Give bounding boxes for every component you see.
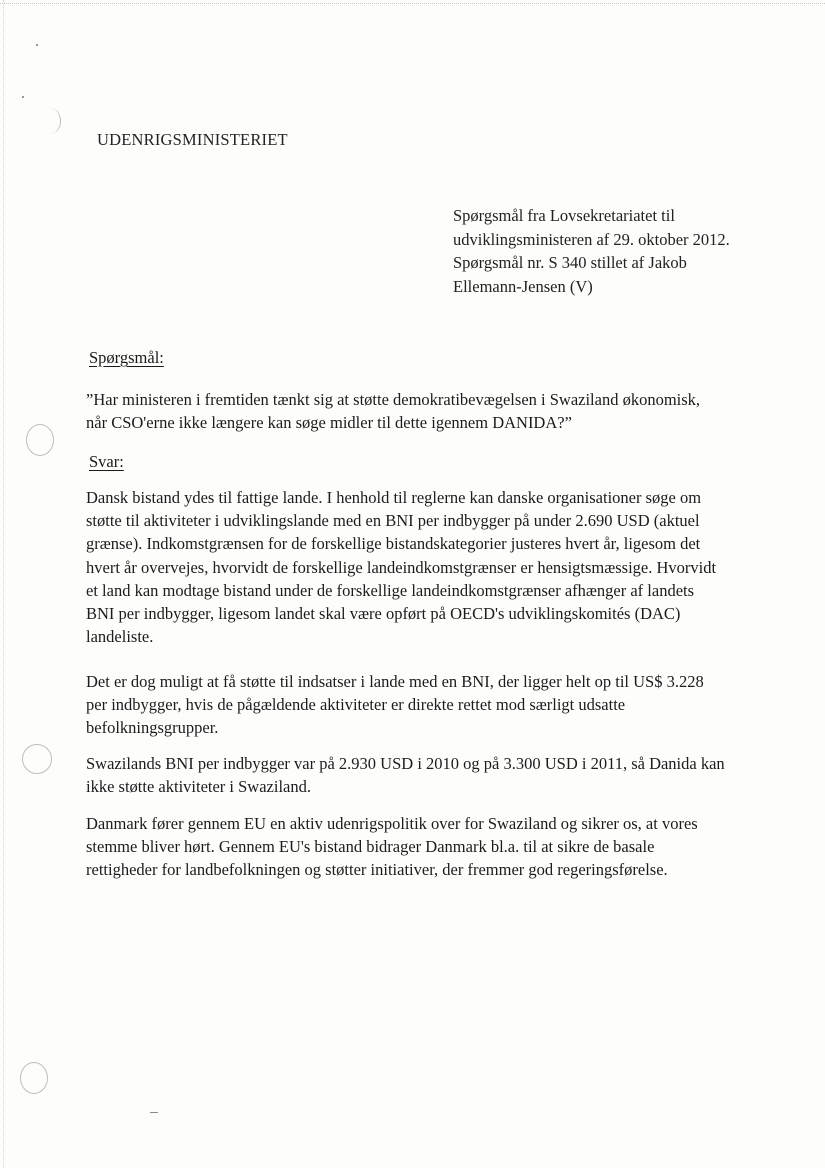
reference-line: Spørgsmål nr. S 340 stillet af Jakob — [453, 253, 687, 272]
scan-speck — [36, 44, 38, 46]
paragraph-line: rettigheder for landbefolkningen og støtter initiativer, der fremmer god regeringsførelse. — [86, 860, 668, 880]
paragraph-line: hvert år overvejes, hvorvidt de forskellige landeindkomstgrænser er hensigtsmæssige. Hvorvidt — [86, 557, 717, 577]
paragraph-line: et land kan modtage bistand under de forskellige landeindkomstgrænser afhænger af landets — [86, 580, 695, 600]
paragraph-line: per indbygger, hvis de pågældende aktiviteter er direkte rettet mod særligt udsatte — [86, 695, 626, 715]
punch-hole-mark — [40, 108, 61, 134]
reference-line: Ellemann-Jensen (V) — [453, 276, 593, 296]
paragraph-line: stemme bliver hørt. Gennem EU's bistand bidrager Danmark bl.a. til at sikre de basale — [86, 837, 655, 857]
answer-paragraph-2 — [86, 670, 776, 740]
answer-paragraph-1 — [86, 486, 776, 648]
paragraph-line: støtte til aktiviteter i udviklingslande med en BNI per indbygger på under 2.690 USD (aktuel — [86, 511, 700, 531]
paragraph-line: Dansk bistand ydes til fattige lande. I henhold til reglerne kan danske organisationer søge om — [86, 488, 702, 507]
reference-line: Spørgsmål fra Lovsekretariatet til — [453, 206, 675, 225]
question-heading: Spørgsmål: — [89, 348, 164, 367]
reference-line: udviklingsministeren af 29. oktober 2012. — [453, 229, 730, 249]
question-line: ”Har ministeren i fremtiden tænkt sig at støtte demokratibevægelsen i Swaziland økonomisk, — [86, 390, 701, 409]
answer-paragraph-3 — [86, 752, 776, 798]
punch-hole — [20, 1062, 48, 1094]
paragraph-line: grænse). Indkomstgrænsen for de forskellige bistandskategorier justeres hvert år, ligesom det — [86, 534, 701, 554]
paragraph-line: landeliste. — [86, 627, 154, 647]
paragraph-line: Danmark fører gennem EU en aktiv udenrigspolitik over for Swaziland og sikrer os, at vores — [86, 814, 698, 833]
answer-heading: Svar: — [89, 452, 124, 471]
paragraph-line: ikke støtte aktiviteter i Swaziland. — [86, 777, 311, 797]
scan-edge-top — [0, 3, 825, 4]
question-reference — [453, 204, 793, 298]
paragraph-line: befolkningsgrupper. — [86, 718, 219, 738]
paragraph-line: Swazilands BNI per indbygger var på 2.930 USD i 2010 og på 3.300 USD i 2011, så Danida kan — [86, 754, 725, 773]
scan-edge-left — [3, 0, 4, 1168]
paragraph-line: Det er dog muligt at få støtte til indsatser i lande med en BNI, der ligger helt op til US$ 3.228 — [86, 672, 704, 691]
scan-speck — [22, 96, 24, 98]
punch-hole — [22, 744, 52, 774]
answer-paragraph-4 — [86, 812, 776, 882]
question-line: når CSO'erne ikke længere kan søge midler til dette igennem DANIDA?” — [86, 413, 572, 433]
scan-dash — [150, 1112, 158, 1113]
punch-hole — [26, 424, 54, 456]
paragraph-line: BNI per indbygger, ligesom landet skal være opført på OECD's udviklingskomités (DAC) — [86, 604, 681, 624]
ministry-name: UDENRIGSMINISTERIET — [97, 130, 288, 149]
question-text — [86, 388, 776, 434]
